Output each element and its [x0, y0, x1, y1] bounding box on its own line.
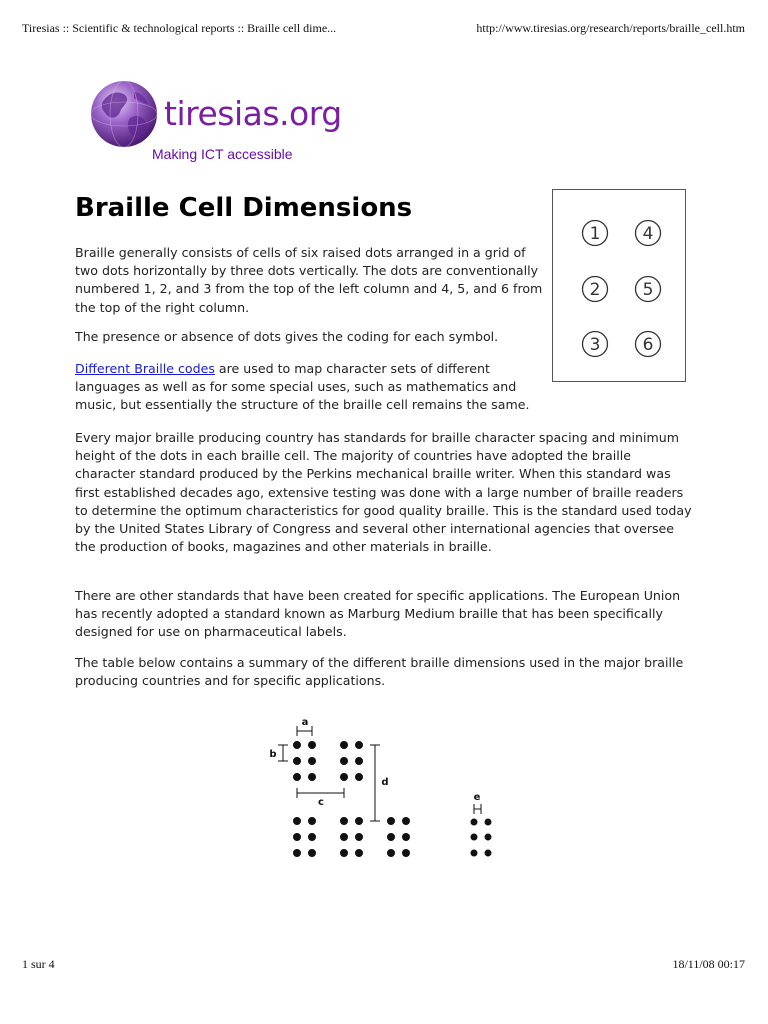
page-title: Braille Cell Dimensions: [75, 193, 413, 223]
dimension-label-c: c: [318, 797, 324, 808]
logo-brand-text: tiresias.org: [164, 94, 342, 133]
dot-number-3: 3: [589, 335, 601, 355]
print-footer-page: 1 sur 4: [22, 957, 55, 971]
site-logo[interactable]: [90, 78, 350, 168]
print-header-title: Tiresias :: Scientific & technological reports :: Braille cell dime...: [22, 21, 337, 35]
print-footer-timestamp: 18/11/08 00:17: [672, 957, 745, 971]
paragraph-coding: The presence or absence of dots gives the coding for each symbol.: [75, 329, 499, 344]
braille-cell-numbering-diagram: [552, 189, 686, 382]
different-braille-codes-link[interactable]: Different Braille codes: [75, 361, 215, 376]
paragraph-braille-codes: [75, 360, 555, 415]
paragraph-standards: Every major braille producing country has standards for braille character spacing and minimum height of the dots in each braille cell. The majority of countries have adopted the braille character standard produced by the Perkins mechanical braille writer. When this standard was first established decades ago, extensive testing was done with a large number of braille readers to determine the optimum characteristics for good quality braille. This is the standard used today by the United States Library of Congress and several other international agencies that oversee the production of books, magazines and other materials in braille.: [75, 430, 692, 555]
dimension-label-a: a: [301, 717, 309, 728]
dot-number-6: 6: [642, 335, 654, 355]
paragraph-braille-codes-text: are used to map character sets of different languages as well as for some special uses, such as mathematics and music, but essentially the structure of the braille cell remains the same.: [75, 361, 530, 413]
dot-number-4: 4: [642, 224, 654, 244]
logo-tagline: Making ICT accessible: [152, 146, 293, 162]
paragraph-cell-structure: Braille generally consists of cells of six raised dots arranged in a grid of two dots horizontally by three dots vertically. The dots are conventionally numbered 1, 2, and 3 from the top of the left column and 4, 5, and 6 from the top of the right column.: [75, 245, 543, 315]
braille-dimensions-diagram: [265, 715, 505, 865]
dimension-label-b: b: [269, 749, 277, 760]
dimension-label-d: d: [381, 777, 389, 788]
paragraph-marburg: There are other standards that have been created for specific applications. The European Union has recently adopted a standard known as Marburg Medium braille that has been specifically designed for use on pharmaceutical labels.: [75, 588, 681, 640]
print-header-url: http://www.tiresias.org/research/reports/braille_cell.htm: [476, 21, 745, 35]
dot-number-1: 1: [589, 224, 601, 244]
dimension-label-e: e: [473, 792, 481, 803]
paragraph-table-intro: The table below contains a summary of the different braille dimensions used in the major braille producing countries and for specific applications.: [75, 655, 684, 689]
globe-icon: [90, 78, 158, 150]
dot-number-5: 5: [642, 280, 654, 300]
dot-number-2: 2: [589, 280, 601, 300]
